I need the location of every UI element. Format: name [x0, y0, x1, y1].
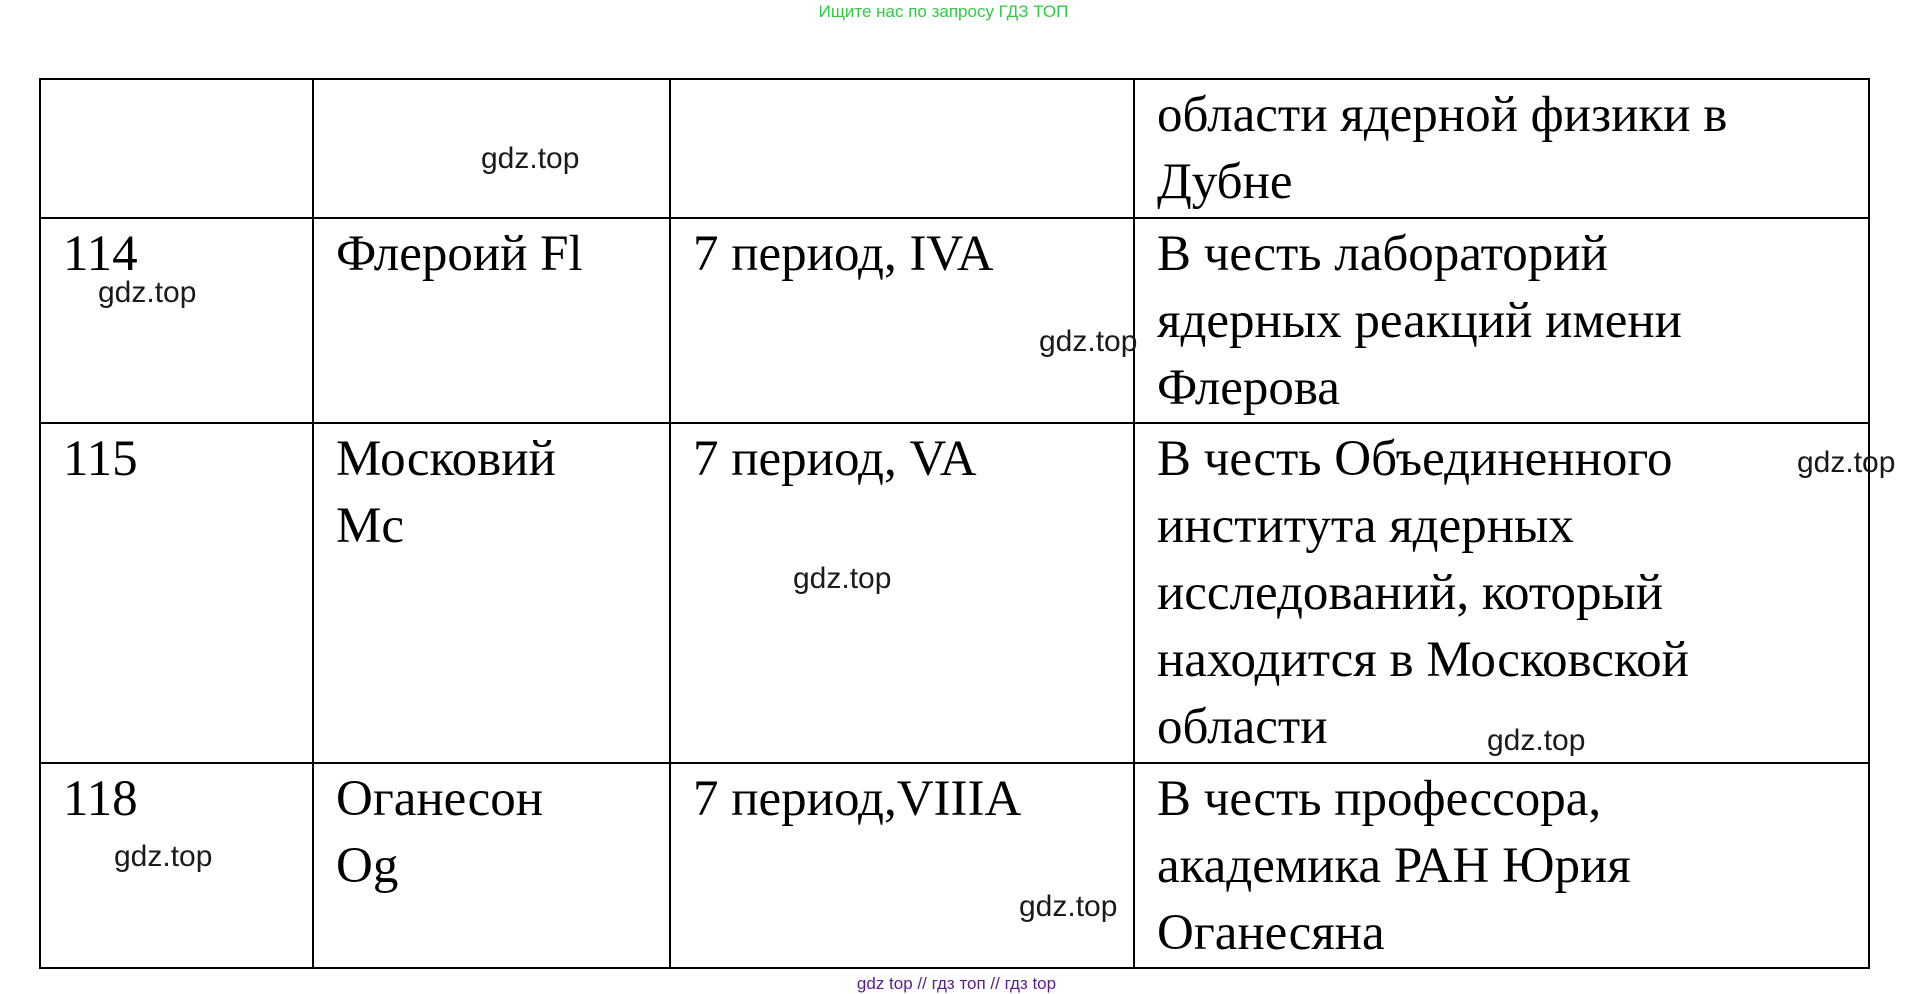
cell-element: Флероий Fl: [313, 218, 670, 423]
cell-origin: В честь профессора, академика РАН Юрия Оганесяна: [1134, 763, 1869, 968]
watermark: gdz.top: [793, 562, 892, 595]
cell-element: Оганесон Og: [313, 763, 670, 968]
elements-table: [39, 78, 1870, 969]
watermark: gdz.top: [481, 142, 580, 175]
cell-origin: В честь Объединенного института ядерных исследований, который находится в Московской области: [1134, 423, 1869, 763]
watermark: gdz.top: [1039, 325, 1138, 358]
cell-element: Московий Mc: [313, 423, 670, 763]
cell-number: 114: [40, 218, 313, 423]
cell-position: 7 период,VIIIA: [670, 763, 1134, 968]
cell-position: 7 период, IVA: [670, 218, 1134, 423]
cell-origin: В честь лабораторий ядерных реакций имени Флерова: [1134, 218, 1869, 423]
watermark: gdz.top: [114, 840, 213, 873]
table-row: [40, 218, 1869, 423]
watermark: gdz.top: [1019, 890, 1118, 923]
table-row: [40, 79, 1869, 218]
cell-position: [670, 79, 1134, 218]
watermark: gdz.top: [98, 276, 197, 309]
watermark: gdz.top: [1487, 724, 1586, 757]
cell-number: 115: [40, 423, 313, 763]
top-banner-text: Ищите нас по запросу ГДЗ ТОП: [818, 2, 1069, 21]
cell-position: 7 период, VA: [670, 423, 1134, 763]
cell-number: 118: [40, 763, 313, 968]
top-banner: [0, 2, 1907, 22]
watermark: gdz.top: [1797, 446, 1896, 479]
cell-number: [40, 79, 313, 218]
bottom-banner: [0, 974, 1907, 994]
cell-origin: области ядерной физики в Дубне: [1134, 79, 1869, 218]
table-row: [40, 423, 1869, 763]
table-row: [40, 763, 1869, 968]
bottom-banner-text: gdz top // гдз топ // гдз top: [856, 974, 1057, 993]
